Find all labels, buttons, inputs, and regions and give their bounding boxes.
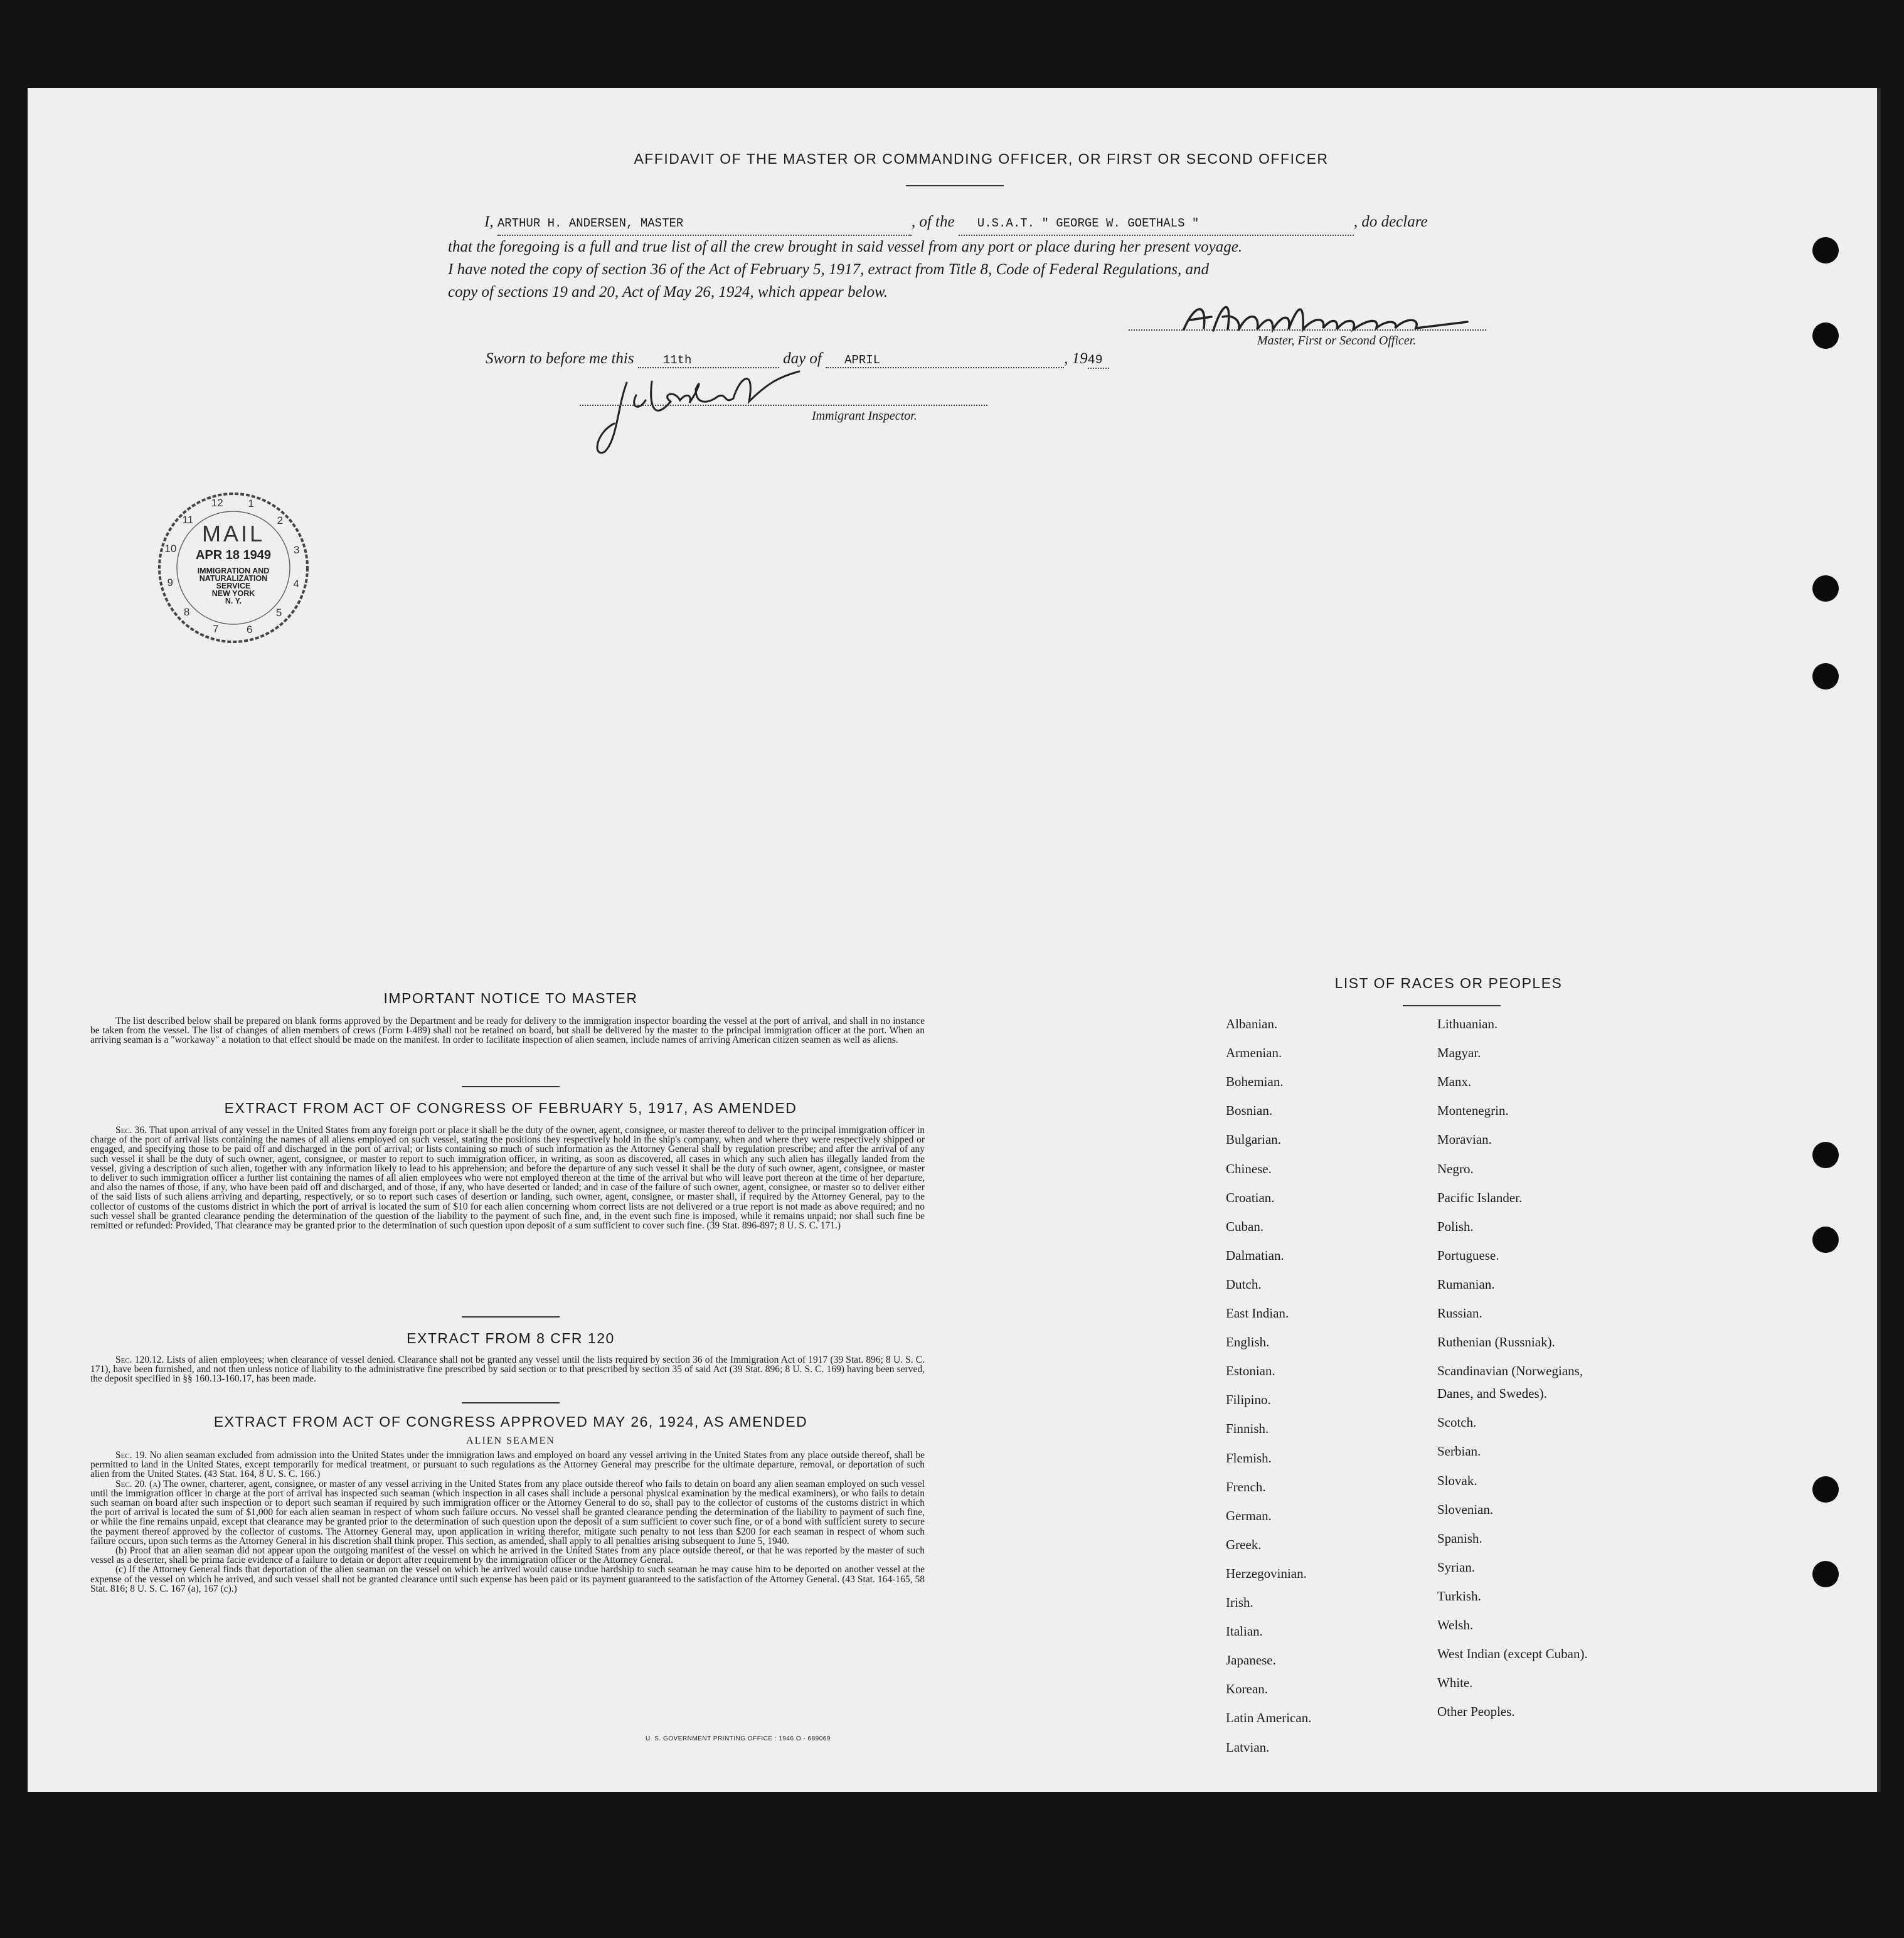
race-item: Other Peoples. <box>1437 1704 1515 1720</box>
affidavit-line4: copy of sections 19 and 20, Act of May 26, 1924, which appear below. <box>448 284 888 301</box>
affidavit-line1 <box>448 211 1527 236</box>
binder-hole <box>1812 237 1839 264</box>
race-item: West Indian (except Cuban). <box>1437 1646 1588 1662</box>
stamp-clock-number: 12 <box>211 497 223 509</box>
race-item: Serbian. <box>1437 1444 1481 1459</box>
notice-title: IMPORTANT NOTICE TO MASTER <box>383 990 638 1006</box>
affidavit-line2: that the foregoing is a full and true list of all the crew brought in said vessel from any port or place during her present voyage. <box>448 238 1243 255</box>
master-signature-line <box>1129 329 1486 331</box>
day-of-label: day of <box>783 350 822 367</box>
race-item: Syrian. <box>1437 1559 1476 1575</box>
stamp-clock-number: 9 <box>167 576 173 588</box>
stamp-line3: SERVICE <box>216 582 251 590</box>
races-title: LIST OF RACES OR PEOPLES <box>1334 975 1563 991</box>
races-rule <box>1403 1005 1501 1006</box>
inspector-signature-line <box>580 405 987 406</box>
race-item: Albanian. <box>1226 1016 1278 1031</box>
inspector-signature <box>567 364 818 458</box>
race-item: Latin American. <box>1226 1710 1312 1726</box>
affidavit-line3: I have noted the copy of section 36 of the Act of February 5, 1917, extract from Title 8, Code of Federal Regulations, and <box>448 261 1209 278</box>
sec-36-label: Sec. 36. <box>115 1125 147 1136</box>
race-item: Spanish. <box>1437 1530 1482 1546</box>
stamp-clock-number: 4 <box>293 578 299 590</box>
stamp-clock-number: 2 <box>277 514 284 527</box>
race-item: English. <box>1226 1334 1270 1350</box>
race-item: German. <box>1226 1508 1272 1523</box>
race-item: Italian. <box>1226 1624 1263 1639</box>
race-item: French. <box>1226 1479 1266 1494</box>
race-item: Korean. <box>1226 1681 1268 1697</box>
race-item: Croatian. <box>1226 1190 1275 1205</box>
race-item: Dutch. <box>1226 1276 1262 1292</box>
stamp-word: MAIL <box>201 521 265 546</box>
extract-1917-title: EXTRACT FROM ACT OF CONGRESS OF FEBRUARY 5, 1917, AS AMENDED <box>224 1100 797 1116</box>
race-item: Japanese. <box>1226 1653 1276 1668</box>
sec-20-label: Sec. 20. (a) <box>115 1478 161 1489</box>
day-field: 11th <box>638 353 779 368</box>
race-item: Armenian. <box>1226 1045 1282 1061</box>
sec-120-label: Sec. 120.12. <box>115 1355 164 1365</box>
extract-1924-body <box>90 1451 925 1594</box>
race-item: Magyar. <box>1437 1045 1481 1061</box>
race-item: Irish. <box>1226 1595 1253 1610</box>
race-item: Bulgarian. <box>1226 1132 1282 1147</box>
year-prefix: , 19 <box>1064 350 1088 367</box>
cfr-body <box>90 1355 925 1384</box>
sec-20a-text: The owner, charterer, agent, consignee, or master of any vessel arriving in the United States from any place outside thereof who fails to detain on board any alien seaman employed on such vessel until the immigration officer in charge at the port of arrival has inspected such seaman (which inspection in all cases shall include a personal physical examination by the medical examiners), or who fails to detain such seaman on board after such inspection or to deport such seaman if required by such immigration officer or the Attorney General to do so, shall pay to the collector of customs of the customs district in which the port of arrival is located the sum of $1,000 for each alien seaman in respect of whom such failure occurs. No vessel shall be granted clearance pending the determination of the liability to payment of such fine, or while the fine remains unpaid, except that clearance may be granted prior to the determination of such question upon the deposit of a sum sufficient to cover such fine, or of a bond with sufficient surety to secure the payment thereof approved by the collector of customs. The Attorney General may, upon application in writing therefor, mitigate such penalty to not less than $200 for each seaman in respect of whom such failure occurs, upon such terms as the Attorney General in his discretion shall think proper. This section, as amended, shall apply to all penalties arising subsequent to June 5, 1940. <box>90 1478 925 1547</box>
race-item: East Indian. <box>1226 1306 1289 1321</box>
race-item: Welsh. <box>1437 1617 1474 1632</box>
sec-120-text: Lists of alien employees; when clearance of vessel denied. Clearance shall not be granted any vessel until the lists required by section 36 of the Immigration Act of 1917 (39 Stat. 896; 8 U. S. C. 171), have been furnished, and not then unless notice of liability to the administrative fine prescribed by said section or to that prescribed by section 35 of said Act (39 Stat. 896; 8 U. S. C. 169) having been served, the deposit specified in §§ 160.13-160.17, has been made. <box>90 1355 925 1385</box>
document-page <box>28 88 1881 1792</box>
i-label: I, <box>484 213 494 230</box>
master-name-field: ARTHUR H. ANDERSEN, MASTER <box>497 212 912 236</box>
stamp-line2: NATURALIZATION <box>199 574 268 583</box>
race-item: Slovenian. <box>1437 1501 1494 1517</box>
stamp-clock-number: 7 <box>213 623 219 636</box>
race-item: Bosnian. <box>1226 1103 1273 1119</box>
race-item: Polish. <box>1437 1218 1474 1234</box>
race-item: Portuguese. <box>1437 1247 1499 1263</box>
race-item: Montenegrin. <box>1437 1103 1509 1119</box>
stamp-clock-number: 8 <box>183 605 190 618</box>
race-item: Dalmatian. <box>1226 1247 1284 1263</box>
binder-hole <box>1812 575 1839 602</box>
printer-imprint: U. S. GOVERNMENT PRINTING OFFICE : 1946 O - 689069 <box>646 1735 831 1742</box>
month-field: APRIL <box>826 353 1064 368</box>
stamp-clock-number: 6 <box>246 623 253 636</box>
binder-hole <box>1812 322 1839 349</box>
alien-seamen-subtitle: ALIEN SEAMEN <box>466 1435 555 1446</box>
of-the-label: , of the <box>911 213 955 230</box>
cfr-rule <box>462 1402 560 1403</box>
stamp-clock-number: 3 <box>294 544 300 556</box>
binder-hole <box>1812 1476 1839 1503</box>
sec-20c: (c) If the Attorney General finds that deportation of the alien seaman on the vessel on which he arrived would cause undue hardship to such seaman he may cause him to be deported on another vessel at the expense of the vessel on which he arrived, and such vessel shall not be granted clearance until such expense has been paid or its payment guaranteed to the satisfaction of the Attorney General. (43 Stat. 164-165, 58 Stat. 816; 8 U. S. C. 167 (a), 167 (c).) <box>90 1564 925 1594</box>
binder-hole <box>1812 663 1839 689</box>
race-item: Bohemian. <box>1226 1074 1284 1090</box>
mail-date-stamp <box>156 491 311 645</box>
race-item: Finnish. <box>1226 1421 1269 1437</box>
race-item: Estonian. <box>1226 1363 1275 1379</box>
master-caption: Master, First or Second Officer. <box>1257 334 1417 348</box>
race-item: Slovak. <box>1437 1472 1477 1488</box>
sec-19 <box>90 1451 925 1479</box>
stamp-date: APR 18 1949 <box>195 548 272 562</box>
stamp-line5: N. Y. <box>225 597 242 605</box>
race-item: Latvian. <box>1226 1739 1270 1755</box>
year-field: 49 <box>1088 353 1109 369</box>
sec-19-label: Sec. 19. <box>115 1450 147 1461</box>
race-item: Greek. <box>1226 1536 1262 1552</box>
race-item: White. <box>1437 1675 1473 1691</box>
race-item: Negro. <box>1437 1161 1474 1176</box>
stamp-clock-number: 10 <box>164 542 177 555</box>
race-item: Russian. <box>1437 1306 1482 1321</box>
vessel-name-field: U.S.A.T. " GEORGE W. GOETHALS " <box>959 212 1354 236</box>
race-item: Cuban. <box>1226 1218 1264 1234</box>
stamp-clock-number: 11 <box>182 513 194 526</box>
race-item: Ruthenian (Russniak). <box>1437 1334 1555 1350</box>
do-declare-label: , do declare <box>1353 213 1428 230</box>
sec-20a <box>90 1479 925 1546</box>
race-item: Chinese. <box>1226 1161 1272 1176</box>
stamp-line4: NEW YORK <box>211 589 255 598</box>
race-item: Filipino. <box>1226 1392 1271 1408</box>
affidavit-body <box>448 211 1527 304</box>
binder-hole <box>1812 1142 1839 1168</box>
affidavit-title: AFFIDAVIT OF THE MASTER OR COMMANDING OFFICER, OR FIRST OR SECOND OFFICER <box>634 151 1329 167</box>
extract-1917-body <box>90 1126 925 1230</box>
notice-rule <box>462 1086 560 1087</box>
extract-1924-title: EXTRACT FROM ACT OF CONGRESS APPROVED MAY 26, 1924, AS AMENDED <box>213 1414 808 1430</box>
stamp-clock-number: 5 <box>275 607 282 619</box>
stamp-clock-number: 1 <box>248 497 254 509</box>
cfr-title: EXTRACT FROM 8 CFR 120 <box>407 1330 615 1346</box>
sec-36-text: That upon arrival of any vessel in the United States from any foreign port or place it shall be the duty of the owner, agent, consignee, or master thereof to deliver to the principal immigration officer in charge of the port of arrival lists containing the names of all aliens employed on such vessel, stating the positions they respectively hold in the ship's company, when and where they were respectively shipped or engaged, and specifying those to be paid off and discharged in the port of arrival; or lists containing so much of such information as the Attorney General shall by regulation prescribe; and after the arrival of any such vessel it shall be the duty of such owner, agent, consignee, or master to report to such immigration officer, in writing, as soon as discovered, all cases in which any such alien has illegally landed from the vessel, giving a description of such alien, together with any information likely to lead to his apprehension; and before the departure of any such vessel it shall be the duty of such owner, agent, consignee, or master to deliver to such immigration officer a further list containing the names of all alien employees who were not employed thereon at the time of the arrival but who will leave port thereon at the time of her departure, and also the names of those, if any, who have been paid off and discharged, and of those, if any, who have deserted or landed; and in case of the failure of such owner, agent, consignee, or master so to deliver either of the said lists of such aliens arriving and departing, respectively, or so to report such cases of desertion or landing, such owner, agent, consignee, or master shall, if required by the Attorney General, pay to the collector of customs of the customs district in which the port of arrival is located the sum of $10 for each alien concerning whom correct lists are not delivered or a true report is not made as above required; and no such vessel shall be granted clearance pending the determination of the question of the liability to the payment of such fine, and, in the event such fine is imposed, while it remains unpaid; nor shall such fine be remitted or refunded: Provided, That clearance may be granted prior to the determination of such question upon deposit of a sum sufficient to cover such fine. (39 Stat. 896-897; 8 U. S. C. 171.) <box>90 1125 925 1232</box>
binder-hole <box>1812 1561 1839 1587</box>
race-item: Lithuanian. <box>1437 1016 1498 1031</box>
inspector-caption: Immigrant Inspector. <box>812 409 917 423</box>
notice-body: The list described below shall be prepared on blank forms approved by the Department and be ready for delivery to the immigration inspector boarding the vessel at the port of arrival, and shall in no instance be taken from the vessel. The list of changes of alien members of crews (Form I-489) shall not be retained on board, but shall be delivered by the master to the principal immigration officer at the port. When an arriving seaman is a "workaway" a notation to that effect should be made on the manifest. In order to facilitate inspection of alien seamen, include names of arriving American citizen seamen as well as aliens. <box>90 1016 925 1046</box>
binder-hole <box>1812 1227 1839 1253</box>
race-item: Moravian. <box>1437 1132 1492 1147</box>
race-item: Flemish. <box>1226 1450 1272 1466</box>
race-item: Rumanian. <box>1437 1276 1495 1292</box>
race-item: Turkish. <box>1437 1588 1481 1604</box>
stamp-line1: IMMIGRATION AND <box>197 567 270 575</box>
extract-1917-rule <box>462 1316 560 1318</box>
title-rule <box>906 185 1004 186</box>
race-item: Herzegovinian. <box>1226 1565 1307 1581</box>
race-item: Scandinavian (Norwegians, <box>1437 1363 1583 1379</box>
sec-19-text: No alien seaman excluded from admission into the United States under the immigration laws and employed on board any vessel arriving in the United States from any place outside thereof, shall be permitted to land in the United States, except temporarily for medical treatment, or pursuant to such regulations as the Attorney General may prescribe for the ultimate departure, removal, or deportation of such alien from the United States. (43 Stat. 164, 8 U. S. C. 166.) <box>90 1450 925 1480</box>
race-item: Scotch. <box>1437 1415 1477 1430</box>
race-item: Danes, and Swedes). <box>1437 1386 1547 1402</box>
race-item: Manx. <box>1437 1074 1472 1090</box>
race-item: Pacific Islander. <box>1437 1190 1523 1205</box>
sworn-label: Sworn to before me this <box>486 350 634 367</box>
sec-20b: (b) Proof that an alien seaman did not appear upon the outgoing manifest of the vessel on which he arrived in the United States from any place outside thereof, or that he was reported by the master of such vessel as a deserter, shall be prima facie evidence of a failure to detain or deport after requirement by the immigration officer or the Attorney General. <box>90 1545 925 1566</box>
stamp-agency <box>156 567 311 605</box>
